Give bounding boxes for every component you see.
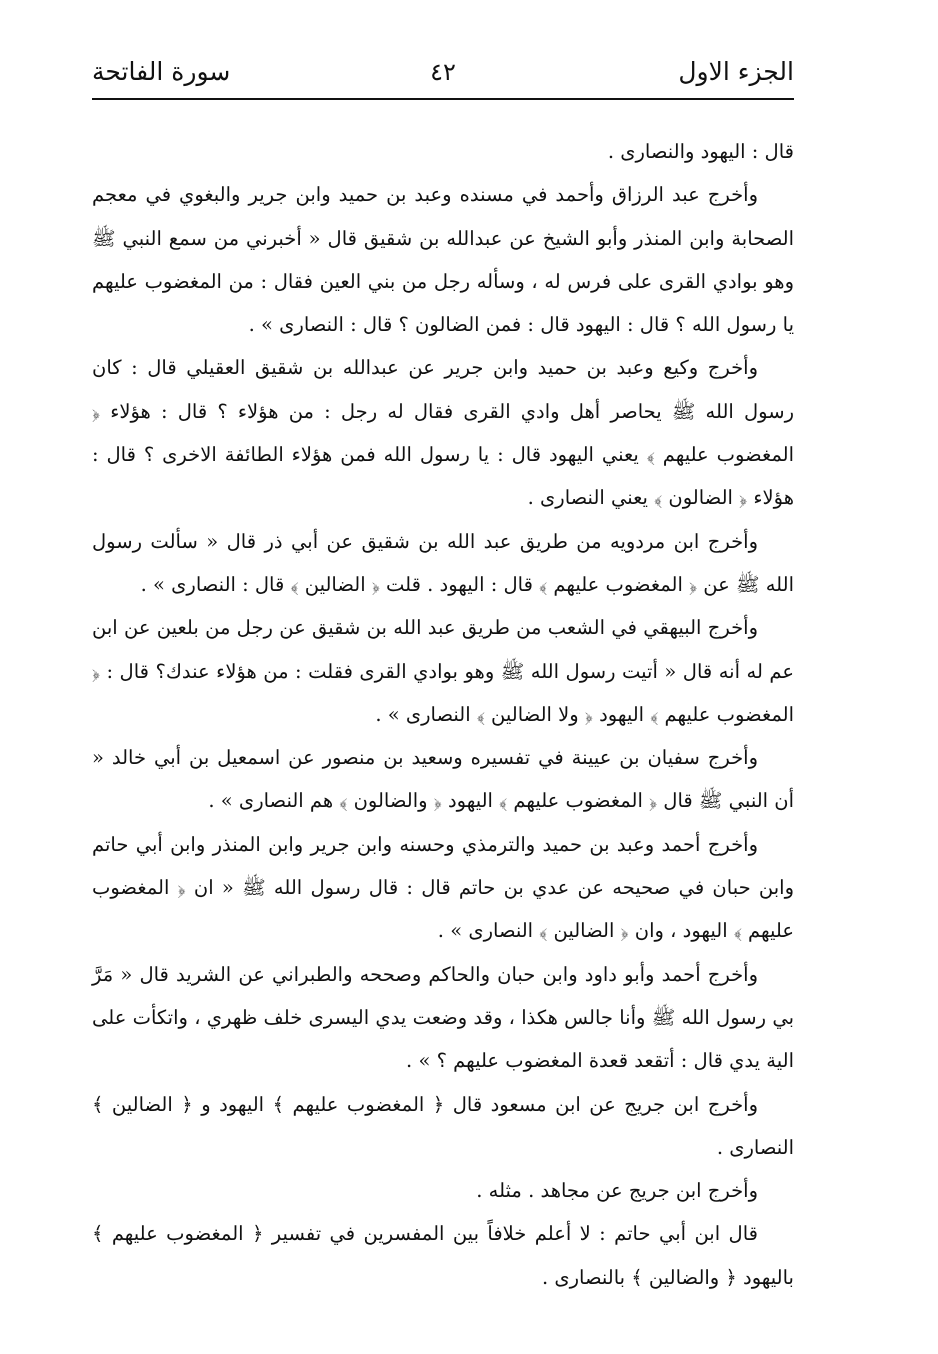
paragraph: وأخرج ابن جريج عن ابن مسعود قال ﴿ المغضوب عليهم ﴾ اليهود و ﴿ الضالين ﴾ النصارى . (92, 1092, 794, 1159)
paragraph: وأخرج ابن مردويه من طريق عبد الله بن شقيق عن أبي ذر قال « سألت رسول الله ﷺ عن ﴿ المغضوب عليهم ﴾ قال : اليهود . قلت ﴿ الضالين ﴾ قال : النصارى » . (92, 529, 794, 596)
page-header (92, 52, 794, 100)
surah-title: سورة الفاتحة (92, 57, 231, 86)
paragraph: قال : اليهود والنصارى . (607, 140, 794, 163)
page-number: ٤٢ (430, 58, 456, 86)
paragraph: وأخرج وكيع وعبد بن حميد وابن جرير عن عبدالله بن شقيق العقيلي قال : كان رسول الله ﷺ يحاصر أهل وادي القرى فقال له رجل : من هؤلاء ؟ قال : هؤلاء ﴿ المغضوب عليهم ﴾ يعني اليهود قال : يا رسول الله فمن هؤلاء الطائفة الاخرى ؟ قال : هؤلاء ﴿ الضالون ﴾ يعني النصارى . (92, 356, 794, 510)
paragraph: وأخرج البيهقي في الشعب من طريق عبد الله بن شقيق عن رجل من بلعين عن ابن عم له أنه قال « أتيت رسول الله ﷺ وهو بوادي القرى فقلت : من هؤلاء عندك؟ قال : ﴿ المغضوب عليهم ﴾ اليهود ﴿ ولا الضالين ﴾ النصارى » . (92, 616, 794, 726)
volume-title: الجزء الاول (678, 57, 794, 86)
paragraph: وأخرج سفيان بن عيينة في تفسيره وسعيد بن منصور عن اسمعيل بن أبي خالد « أن النبي ﷺ قال ﴿ المغضوب عليهم ﴾ اليهود ﴿ والضالون ﴾ هم النصارى » . (92, 746, 794, 813)
body-text (92, 130, 794, 1299)
paragraph: وأخرج عبد الرزاق وأحمد في مسنده وعبد بن حميد وابن جرير والبغوي في معجم الصحابة وابن المنذر وأبو الشيخ عن عبدالله بن شقيق قال « أخبرني من سمع النبي ﷺ وهو بوادي القرى على فرس له ، وسأله رجل من بني العين فقال : من المغضوب عليهم يا رسول الله ؟ قال : اليهود قال : فمن الضالون ؟ قال : النصارى » . (92, 183, 794, 337)
paragraph: وأخرج ابن جريج عن مجاهد . مثله . (476, 1179, 758, 1203)
paragraph: وأخرج أحمد وأبو داود وابن حبان والحاكم وصححه والطبراني عن الشريد قال « مَرَّ بي رسول الله ﷺ وأنا جالس هكذا ، وقد وضعت يدي اليسرى خلف ظهري ، واتكأت على الية يدي قال : أتقعد قعدة المغضوب عليهم ؟ » . (92, 962, 794, 1073)
paragraph: وأخرج أحمد وعبد بن حميد والترمذي وحسنه وابن جرير وابن المنذر وابن أبي حاتم وابن حبان في صحيحه عن عدي بن حاتم قال : قال رسول الله ﷺ « ان ﴿ المغضوب عليهم ﴾ اليهود ، وان ﴿ الضالين ﴾ النصارى » . (92, 832, 794, 943)
paragraph: قال ابن أبي حاتم : لا أعلم خلافاً بين المفسرين في تفسير ﴿ المغضوب عليهم ﴾ باليهود ﴿ والضالين ﴾ بالنصارى . (92, 1222, 794, 1289)
